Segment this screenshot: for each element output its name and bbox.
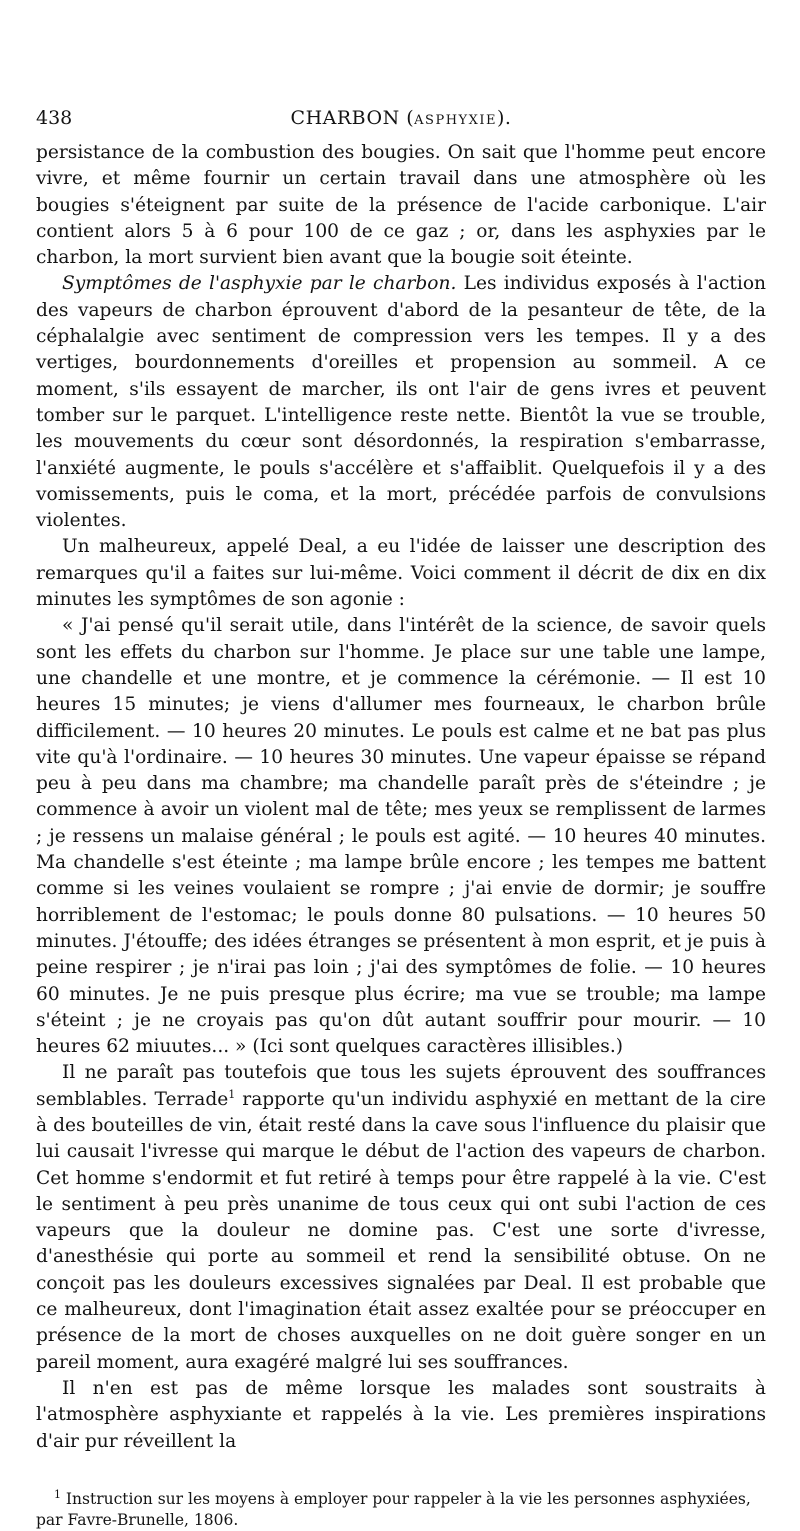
book-page (36, 96, 766, 1531)
paragraph-symptoms-text: Les individus exposés à l'action des vapeurs de charbon éprouvent d'abord de la pesanteur de tête, de la céphalalgie avec sentiment de compression vers les tempes. Il y a des vertiges, bourdonnements d'oreilles et propension au sommeil. A ce moment, s'ils essayent de marcher, ils ont l'air de gens ivres et peuvent tomber sur le parquet. L'intelligence reste nette. Bientôt la vue se trouble, les mouvements du cœur sont désordonnés, la respiration s'embarrasse, l'anxiété augmente, le pouls s'accélère et s'affaiblit. Quelquefois il y a des vomissements, puis le coma, et la mort, précédée parfois de convulsions violentes. (36, 273, 766, 532)
paragraph-recovery: Il n'en est pas de même lorsque les malades sont soustraits à l'atmosphère asphyxiante et rappelés à la vie. Les premières inspirations d'air pur réveillent la (36, 1377, 766, 1452)
section-heading-symptoms: Symptômes de l'asphyxie par le charbon. (62, 273, 457, 295)
footnote-mark: 1 (54, 1487, 61, 1501)
running-title (36, 96, 766, 143)
running-title-paren-close: ). (497, 107, 512, 129)
paragraph-symptoms (36, 271, 766, 534)
running-title-paren-open: ( (399, 107, 415, 129)
paragraph-terrade-text-a: Il ne paraît pas toutefois que tous les sujets éprouvent des souffrances semblables. Terrade (36, 1062, 766, 1110)
paragraph-deal-quote: « J'ai pensé qu'il serait utile, dans l'intérêt de la science, de savoir quels sont les effets du charbon sur l'homme. Je place sur une table une lampe, une chandelle et une montre, et je commence la cérémonie. — Il est 10 heures 15 minutes; je viens d'allumer mes fourneaux, le charbon brûle difficilement. — 10 heures 20 minutes. Le pouls est calme et ne bat pas plus vite qu'à l'ordinaire. — 10 heures 30 minutes. Une vapeur épaisse se répand peu à peu dans ma chambre; ma chandelle paraît près de s'éteindre ; je commence à avoir un violent mal de tête; mes yeux se remplissent de larmes ; je ressens un malaise général ; le pouls est agité. — 10 heures 40 minutes. Ma chandelle s'est éteinte ; ma lampe brûle encore ; les tempes me battent comme si les veines voulaient se rompre ; j'ai envie de dormir; je souffre horriblement de l'estomac; le pouls donne 80 pulsations. — 10 heures 50 minutes. J'étouffe; des idées étranges se présentent à mon esprit, et je puis à peine respirer ; je n'irai pas loin ; j'ai des symptômes de folie. — 10 heures 60 minutes. Je ne puis presque plus écrire; ma vue se trouble; ma lampe s'éteint ; je ne croyais pas qu'on dût autant souffrir pour mourir. — 10 heures 62 miuutes... » (Ici sont quelques caractères illisibles.) (36, 615, 766, 1058)
footnote-reference: 1 (228, 1087, 236, 1101)
page-number: 438 (36, 107, 73, 129)
paragraph-1: persistance de la combustion des bougies. On sait que l'homme peut encore vivre, et même fournir un certain travail dans une atmosphère où les bougies s'éteignent par suite de la présence de l'acide carbonique. L'air contient alors 5 à 6 pour 100 de ce gaz ; or, dans les asphyxies par le charbon, la mort survient bien avant que la bougie soit éteinte. (36, 142, 766, 269)
paragraph-terrade (36, 1060, 766, 1376)
page-header (36, 96, 766, 140)
running-title-subtitle: ASPHYXIE (414, 113, 497, 128)
paragraph-deal: Un malheureux, appelé Deal, a eu l'idée de laisser une description des remarques qu'il a faites sur lui-même. Voici comment il décrit de dix en dix minutes les symptômes de son agonie : (36, 536, 766, 611)
footnote-spacer (36, 1455, 766, 1489)
footnote-text: Instruction sur les moyens à employer pour rappeler à la vie les personnes asphyxiées, par Favre-Brunelle, 1806. (36, 1489, 751, 1529)
running-title-main: CHARBON (290, 107, 400, 129)
paragraph-terrade-text-b: rapporte qu'un individu asphyxié en mettant de la cire à des bouteilles de vin, était resté dans la cave sous l'influence du plaisir que lui causait l'ivresse qui marque le début de l'action des vapeurs de charbon. Cet homme s'endormit et fut retiré à temps pour être rappelé à la vie. C'est le sentiment à peu près unanime de tous ceux qui ont subi l'action de ces vapeurs que la douleur ne domine pas. C'est une sorte d'ivresse, d'anesthésie qui porte au sommeil et rend la sensibilité obtuse. On ne conçoit pas les douleurs excessives signalées par Deal. Il est probable que ce malheureux, dont l'imagination était assez exaltée pour se préoccuper en présence de la mort de choses auxquelles on ne doit guère songer en un pareil moment, aura exagéré malgré lui ses souffrances. (36, 1088, 766, 1373)
body-text (36, 140, 766, 1455)
footnote (36, 1489, 766, 1531)
